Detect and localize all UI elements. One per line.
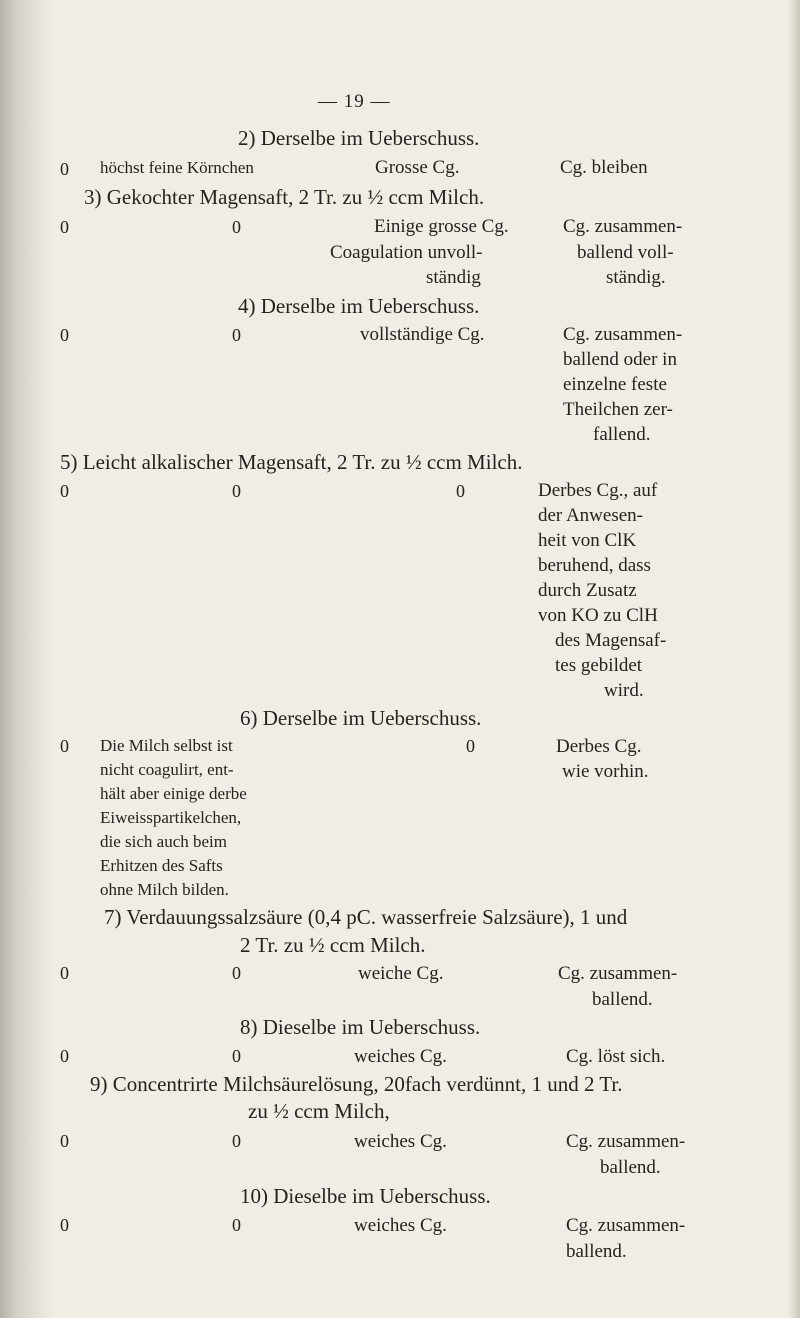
section-7-col4-line1: Cg. zusammen- [558, 963, 678, 984]
section-4-col4-line1: Cg. zusammen- [563, 324, 683, 345]
section-4-col4-line4: Theilchen zer- [563, 399, 673, 420]
section-10-col4-line2: ballend. [566, 1241, 627, 1262]
section-6-col2-line3: hält aber einige derbe [100, 784, 247, 803]
section-5-col4-line1: Derbes Cg., auf [538, 480, 658, 501]
section-9-col2: 0 [232, 1131, 241, 1151]
section-7-col2: 0 [232, 963, 241, 983]
section-5-col4-line4: beruhend, dass [538, 555, 651, 576]
section-10-col1: 0 [60, 1215, 69, 1235]
section-8-col3: weiches Cg. [354, 1046, 447, 1067]
section-10-col2: 0 [232, 1215, 241, 1235]
section-7-col1: 0 [60, 963, 69, 983]
section-4-heading: 4) Derselbe im Ueberschuss. [238, 294, 480, 318]
section-4-col4-line3: einzelne feste [563, 374, 667, 395]
section-6-col2-line2: nicht coagulirt, ent- [100, 760, 234, 779]
section-9-col3: weiches Cg. [354, 1131, 447, 1152]
section-2-heading: 2) Derselbe im Ueberschuss. [238, 126, 480, 150]
section-6-col2-line1: Die Milch selbst ist [100, 736, 233, 755]
section-3-col3-line1: Einige grosse Cg. [374, 216, 509, 237]
section-8-col1: 0 [60, 1046, 69, 1066]
section-7-col3: weiche Cg. [358, 963, 444, 984]
section-6-col4-line2: wie vorhin. [562, 761, 649, 782]
section-9-col1: 0 [60, 1131, 69, 1151]
section-9-col4-line2: ballend. [600, 1157, 661, 1178]
section-6-col2-line6: Erhitzen des Safts [100, 856, 223, 875]
section-6-col3: 0 [466, 736, 475, 756]
section-5-col4-line6: von KO zu ClH [538, 605, 658, 626]
section-8-heading: 8) Dieselbe im Ueberschuss. [240, 1015, 481, 1039]
section-8-col2: 0 [232, 1046, 241, 1066]
section-5-heading: 5) Leicht alkalischer Magensaft, 2 Tr. zu ½ ccm Milch. [60, 450, 523, 474]
section-10-col3: weiches Cg. [354, 1215, 447, 1236]
section-4-col4-line5: fallend. [593, 424, 651, 445]
section-5-col4-line2: der Anwesen- [538, 505, 643, 526]
section-2-col2: höchst feine Körnchen [100, 158, 254, 177]
section-2-col1: 0 [60, 159, 69, 179]
section-6-col1: 0 [60, 736, 69, 756]
section-6-heading: 6) Derselbe im Ueberschuss. [240, 706, 482, 730]
section-3-col2: 0 [232, 217, 241, 237]
section-5-col4-line9: wird. [604, 680, 644, 701]
section-3-heading: 3) Gekochter Magensaft, 2 Tr. zu ½ ccm Milch. [84, 185, 485, 209]
page-edge-shadow-right [788, 0, 800, 1318]
section-6-col2-line4: Eiweisspartikelchen, [100, 808, 242, 827]
section-4-col3: vollständige Cg. [360, 324, 485, 345]
section-5-col4-line8: tes gebildet [555, 655, 643, 676]
section-5-col2: 0 [232, 481, 241, 501]
section-7-heading-line2: 2 Tr. zu ½ ccm Milch. [240, 933, 426, 957]
section-9-heading-line1: 9) Concentrirte Milchsäurelösung, 20fach verdünnt, 1 und 2 Tr. [90, 1072, 623, 1096]
section-10-heading: 10) Dieselbe im Ueberschuss. [240, 1184, 491, 1208]
page-edge-shadow-left [0, 0, 55, 1318]
section-9-heading-line2: zu ½ ccm Milch, [248, 1099, 390, 1123]
section-3-col3-line3: ständig [426, 267, 481, 288]
section-9-col4-line1: Cg. zusammen- [566, 1131, 686, 1152]
section-6-col2-line7: ohne Milch bilden. [100, 880, 229, 899]
section-5-col4-line7: des Magensaf- [555, 630, 667, 651]
section-6-col2-line5: die sich auch beim [100, 832, 227, 851]
section-4-col1: 0 [60, 325, 69, 345]
section-3-col1: 0 [60, 217, 69, 237]
page-number: — 19 — [318, 91, 391, 112]
section-4-col2: 0 [232, 325, 241, 345]
section-2-col4: Cg. bleiben [560, 157, 648, 178]
section-3-col4-line1: Cg. zusammen- [563, 216, 683, 237]
section-3-col3-line2: Coagulation unvoll- [330, 242, 483, 263]
section-4-col4-line2: ballend oder in [563, 349, 677, 370]
section-5-col4-line5: durch Zusatz [538, 580, 637, 601]
section-3-col4-line3: ständig. [606, 267, 666, 288]
section-10-col4-line1: Cg. zusammen- [566, 1215, 686, 1236]
section-5-col3: 0 [456, 481, 465, 501]
section-7-col4-line2: ballend. [592, 989, 653, 1010]
section-2-col3: Grosse Cg. [375, 157, 460, 178]
section-5-col4-line3: heit von ClK [538, 530, 637, 551]
section-5-col1: 0 [60, 481, 69, 501]
section-7-heading-line1: 7) Verdauungssalzsäure (0,4 pC. wasserfreie Salzsäure), 1 und [104, 905, 628, 929]
section-8-col4: Cg. löst sich. [566, 1046, 666, 1067]
section-3-col4-line2: ballend voll- [577, 242, 674, 263]
section-6-col4-line1: Derbes Cg. [556, 736, 642, 757]
